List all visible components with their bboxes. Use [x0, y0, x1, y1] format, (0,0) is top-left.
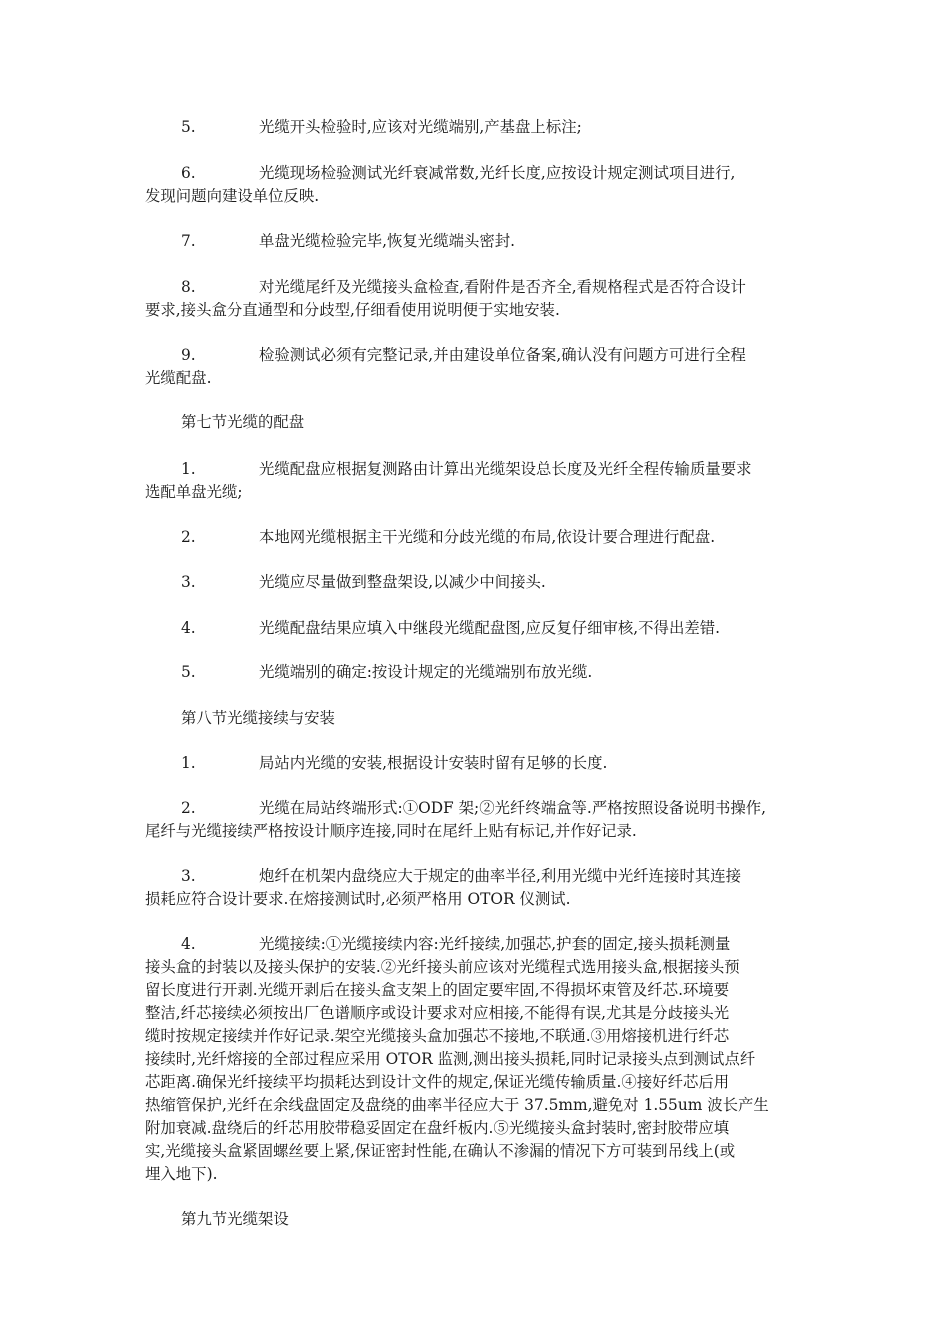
item-number: 2. — [181, 528, 196, 546]
list-item — [145, 933, 815, 1186]
item-text-continued: 要求,接头盒分直通型和分歧型,仔细看使用说明便于实地安装. — [145, 301, 560, 319]
list-item — [145, 797, 815, 843]
item-text: 光缆在局站终端形式:①ODF 架;②光纤终端盒等.严格按照设备说明书操作, — [259, 799, 767, 817]
list-item — [145, 617, 815, 640]
item-text: 光缆开头检验时,应该对光缆端别,产基盘上标注; — [259, 118, 582, 136]
list-item — [145, 344, 815, 390]
item-number: 3. — [181, 573, 196, 591]
item-number: 1. — [181, 754, 196, 772]
item-text-continued: 选配单盘光缆; — [145, 483, 243, 501]
list-item — [145, 162, 815, 208]
item-text: 检验测试必须有完整记录,并由建设单位备案,确认没有问题方可进行全程 — [259, 346, 746, 364]
item-number: 3. — [181, 867, 196, 885]
item-number: 6. — [181, 164, 196, 182]
item-text: 对光缆尾纤及光缆接头盒检查,看附件是否齐全,看规格程式是否符合设计 — [259, 278, 746, 296]
item-text-continued: 接头盒的封装以及接头保护的安装.②光纤接头前应该对光缆程式选用接头盒,根据接头预 留长度进行开剥.光缆开剥后在接头盒支架上的固定要牢固,不得损坏束管及纤芯.环境要 整洁,纤芯接续必须按出厂色谱顺序或设计要求对应相接,不能得有误,尤其是分歧接头光 缆时按规定接续并作好记录.架空光缆接头盒加强芯不接地,不联通.③用熔接机进行纤芯 接续时,光纤熔接的全部过程应采用 OTOR 监测,测出接头损耗,同时记录接头点到测试点纤 芯距离.确保光纤接续平均损耗达到设计文件的规定,保证光缆传输质量.④接好纤芯后用 热缩管保护,光纤在余线盘固定及盘绕的曲率半径应大于 37.5mm,避免对 1.55um 波长产生 附加衰减.盘绕后的纤芯用胶带稳妥固定在盘纤板内.⑤光缆接头盒封装时,密封胶带应填 实,光缆接头盒紧固螺丝要上紧,保证密封性能,在确认不渗漏的情况下方可装到吊线上(或 埋入地下). — [145, 958, 769, 1183]
item-number: 9. — [181, 346, 196, 364]
item-number: 4. — [181, 935, 196, 953]
item-text: 局站内光缆的安装,根据设计安装时留有足够的长度. — [259, 754, 608, 772]
item-text: 炮纤在机架内盘绕应大于规定的曲率半径,利用光缆中光纤连接时其连接 — [259, 867, 742, 885]
list-item — [145, 865, 815, 911]
item-number: 1. — [181, 460, 196, 478]
item-text-continued: 尾纤与光缆接续严格按设计顺序连接,同时在尾纤上贴有标记,并作好记录. — [145, 822, 637, 840]
list-item — [145, 526, 815, 549]
item-text: 光缆接续:①光缆接续内容:光纤接续,加强芯,护套的固定,接头损耗测量 — [259, 935, 731, 953]
section-heading: 第九节光缆架设 — [181, 1210, 289, 1228]
item-text: 光缆配盘结果应填入中继段光缆配盘图,应反复仔细审核,不得出差错. — [259, 619, 721, 637]
section-heading: 第八节光缆接续与安装 — [181, 709, 335, 727]
item-text: 本地网光缆根据主干光缆和分歧光缆的布局,依设计要合理进行配盘. — [259, 528, 716, 546]
list-item — [145, 116, 815, 139]
item-text: 光缆现场检验测试光纤衰减常数,光纤长度,应按设计规定测试项目进行, — [259, 164, 736, 182]
list-item — [145, 230, 815, 253]
item-text-continued: 光缆配盘. — [145, 369, 212, 387]
item-text: 单盘光缆检验完毕,恢复光缆端头密封. — [259, 232, 516, 250]
item-text-continued: 损耗应符合设计要求.在熔接测试时,必须严格用 OTOR 仪测试. — [145, 890, 571, 908]
item-text: 光缆配盘应根据复测路由计算出光缆架设总长度及光纤全程传输质量要求 — [259, 460, 752, 478]
item-text: 光缆应尽量做到整盘架设,以减少中间接头. — [259, 573, 546, 591]
list-item — [145, 661, 815, 684]
item-number: 7. — [181, 232, 196, 250]
item-text: 光缆端别的确定:按设计规定的光缆端别布放光缆. — [259, 663, 593, 681]
list-item — [145, 571, 815, 594]
list-item — [145, 752, 815, 775]
list-item — [145, 276, 815, 322]
item-number: 4. — [181, 619, 196, 637]
item-number: 8. — [181, 278, 196, 296]
list-item — [145, 458, 815, 504]
item-number: 5. — [181, 118, 196, 136]
section-heading: 第七节光缆的配盘 — [181, 413, 305, 431]
item-number: 5. — [181, 663, 196, 681]
item-number: 2. — [181, 799, 196, 817]
item-text-continued: 发现问题向建设单位反映. — [145, 187, 320, 205]
